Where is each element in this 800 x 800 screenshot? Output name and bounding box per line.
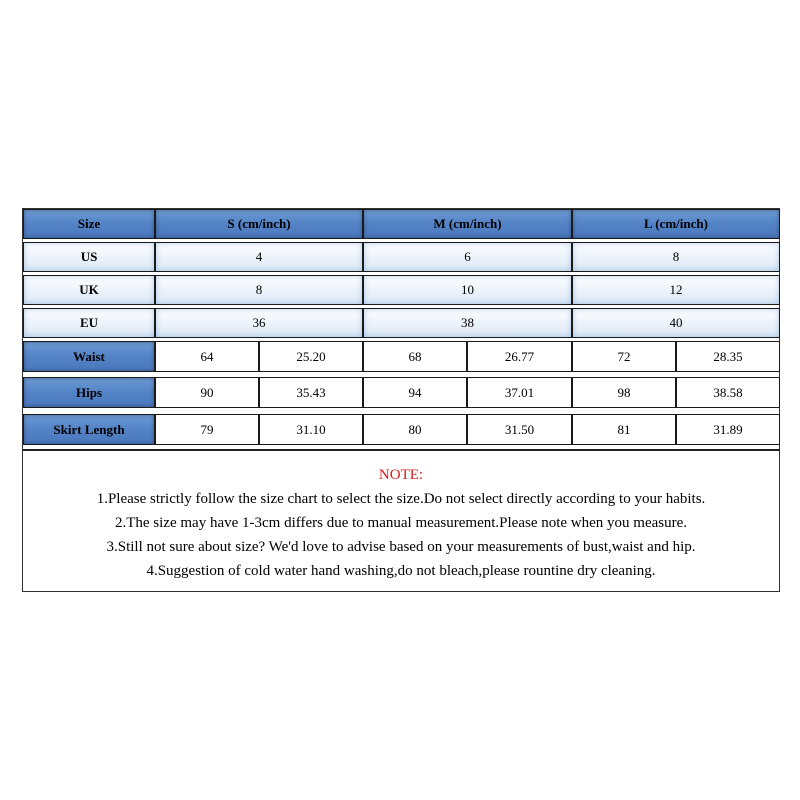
waist-l-cm: 72 [572, 341, 676, 372]
note-line-1: 1.Please strictly follow the size chart to select the size.Do not select directly according to your habits. [96, 491, 706, 507]
skirt-l-in: 31.89 [676, 414, 780, 445]
row-label-us: US [23, 242, 155, 272]
waist-l-in: 28.35 [676, 341, 780, 372]
uk-m: 10 [363, 275, 572, 305]
row-label-skirt-length: Skirt Length [23, 414, 155, 445]
hips-m-in: 37.01 [467, 377, 572, 408]
eu-l: 40 [572, 308, 780, 338]
row-label-eu: EU [23, 308, 155, 338]
us-s: 4 [155, 242, 363, 272]
note-line-2: 2.The size may have 1-3cm differs due to manual measurement.Please note when you measure. [114, 515, 688, 531]
waist-s-cm: 64 [155, 341, 259, 372]
header-s: S (cm/inch) [155, 209, 363, 239]
hips-l-cm: 98 [572, 377, 676, 408]
row-label-waist: Waist [23, 341, 155, 372]
hips-s-cm: 90 [155, 377, 259, 408]
us-l: 8 [572, 242, 780, 272]
row-label-hips: Hips [23, 377, 155, 408]
eu-m: 38 [363, 308, 572, 338]
skirt-l-cm: 81 [572, 414, 676, 445]
note-line-4: 4.Suggestion of cold water hand washing,do not bleach,please rountine dry cleaning. [146, 563, 656, 579]
row-label-uk: UK [23, 275, 155, 305]
header-l: L (cm/inch) [572, 209, 780, 239]
notes-section [22, 449, 780, 592]
uk-l: 12 [572, 275, 780, 305]
skirt-m-cm: 80 [363, 414, 467, 445]
waist-m-in: 26.77 [467, 341, 572, 372]
waist-m-cm: 68 [363, 341, 467, 372]
hips-s-in: 35.43 [259, 377, 363, 408]
uk-s: 8 [155, 275, 363, 305]
skirt-s-cm: 79 [155, 414, 259, 445]
hips-l-in: 38.58 [676, 377, 780, 408]
eu-s: 36 [155, 308, 363, 338]
skirt-s-in: 31.10 [259, 414, 363, 445]
us-m: 6 [363, 242, 572, 272]
notes-title: NOTE: [378, 467, 424, 483]
header-size: Size [23, 209, 155, 239]
hips-m-cm: 94 [363, 377, 467, 408]
waist-s-in: 25.20 [259, 341, 363, 372]
header-m: M (cm/inch) [363, 209, 572, 239]
note-line-3: 3.Still not sure about size? We'd love to advise based on your measurements of bust,waist and hip. [106, 539, 696, 555]
skirt-m-in: 31.50 [467, 414, 572, 445]
